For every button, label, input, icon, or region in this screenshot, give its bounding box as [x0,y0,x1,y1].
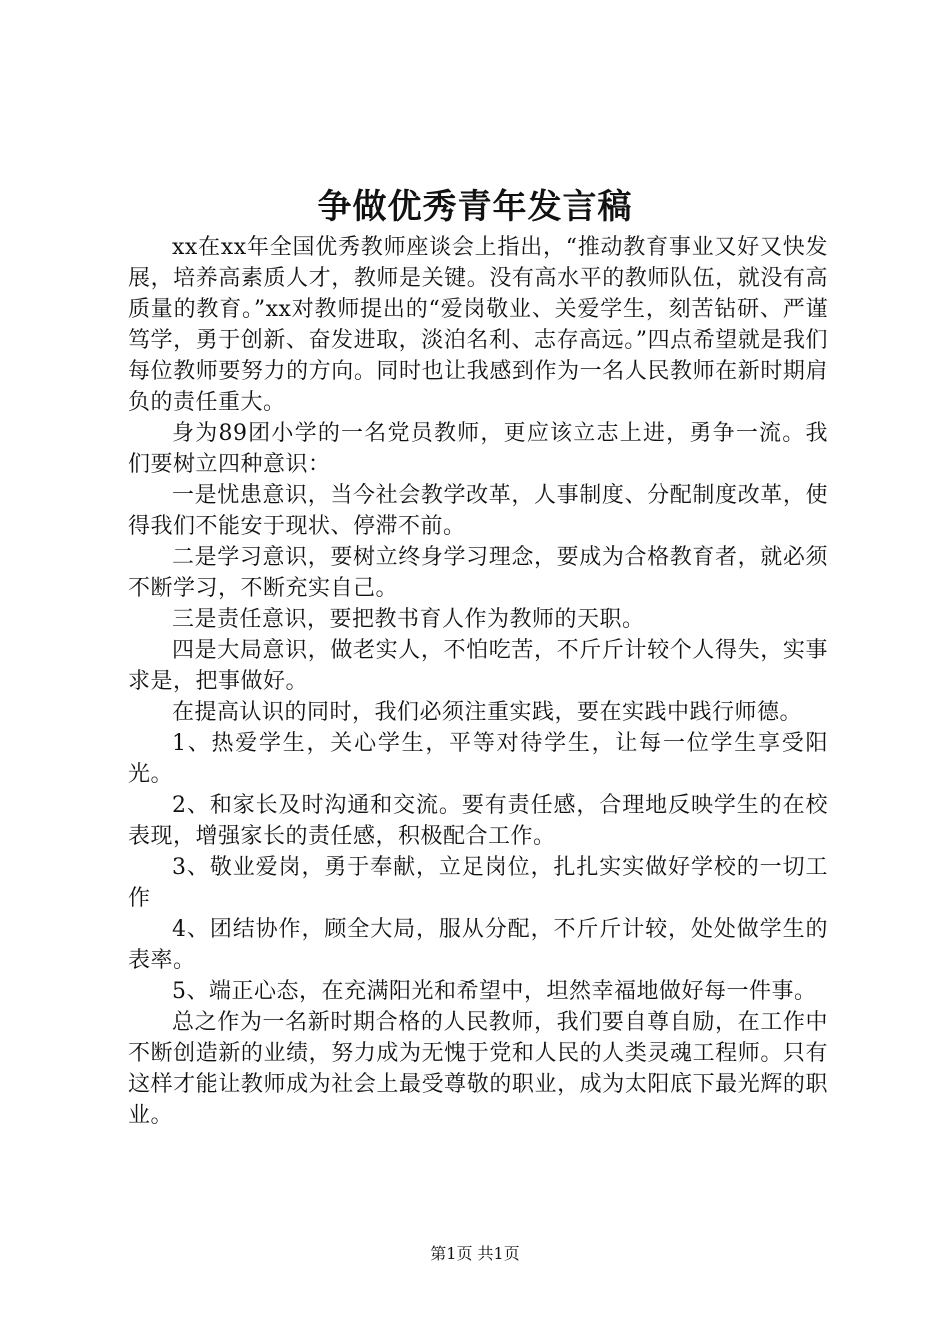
paragraph: 在提高认识的同时，我们必须注重实践，要在实践中践行师德。 [172,700,803,725]
paragraph: 5、端正心态，在充满阳光和希望中，坦然幸福地做好每一件事。 [172,979,817,1004]
paragraph: 三是责任意识，要把教书育人作为教师的天职。 [172,607,645,632]
paragraph: 4、团结协作，顾全大局，服从分配，不斤斤计较，处处做学生的表率。 [128,917,828,973]
paragraph: 2、和家长及时沟通和交流。要有责任感，合理地反映学生的在校表现，增强家长的责任感，积极配合工作。 [128,793,828,849]
document-title: 争做优秀青年发言稿 [317,187,633,227]
paragraph: 总之作为一名新时期合格的人民教师，我们要自尊自励，在工作中不断创造新的业绩，努力成为无愧于党和人民的人类灵魂工程师。只有这样才能让教师成为社会上最受尊敬的职业，成为太阳底下最光辉的职业。 [128,1010,828,1128]
paragraph: 1、热爱学生，关心学生，平等对待学生，让每一位学生享受阳光。 [128,731,828,787]
paragraph: xx在xx年全国优秀教师座谈会上指出，“推动教育事业又好又快发展，培养高素质人才，教师是关键。没有高水平的教师队伍，就没有高质量的教育。”xx对教师提出的“爱岗敬业、关爱学生，刻苦钻研、严谨笃学，勇于创新、奋发进取，淡泊名利、志存高远。”四点希望就是我们每位教师要努力的方向。同时也让我感到作为一名人民教师在新时期肩负的责任重大。 [128,235,828,415]
page-footer: 第1页 共1页 [430,1244,520,1263]
paragraph: 一是忧患意识，当今社会教学改革，人事制度、分配制度改革，使得我们不能安于现状、停滞不前。 [128,483,828,539]
paragraph: 四是大局意识，做老实人，不怕吃苦，不斤斤计较个人得失，实事求是，把事做好。 [128,638,828,694]
paragraph: 身为89团小学的一名党员教师，更应该立志上进，勇争一流。我们要树立四种意识： [128,421,828,477]
paragraph: 3、敬业爱岗，勇于奉献，立足岗位，扎扎实实做好学校的一切工作 [128,855,828,911]
document-body [128,232,828,1131]
paragraph: 二是学习意识，要树立终身学习理念，要成为合格教育者，就必须不断学习，不断充实自己。 [128,545,828,601]
